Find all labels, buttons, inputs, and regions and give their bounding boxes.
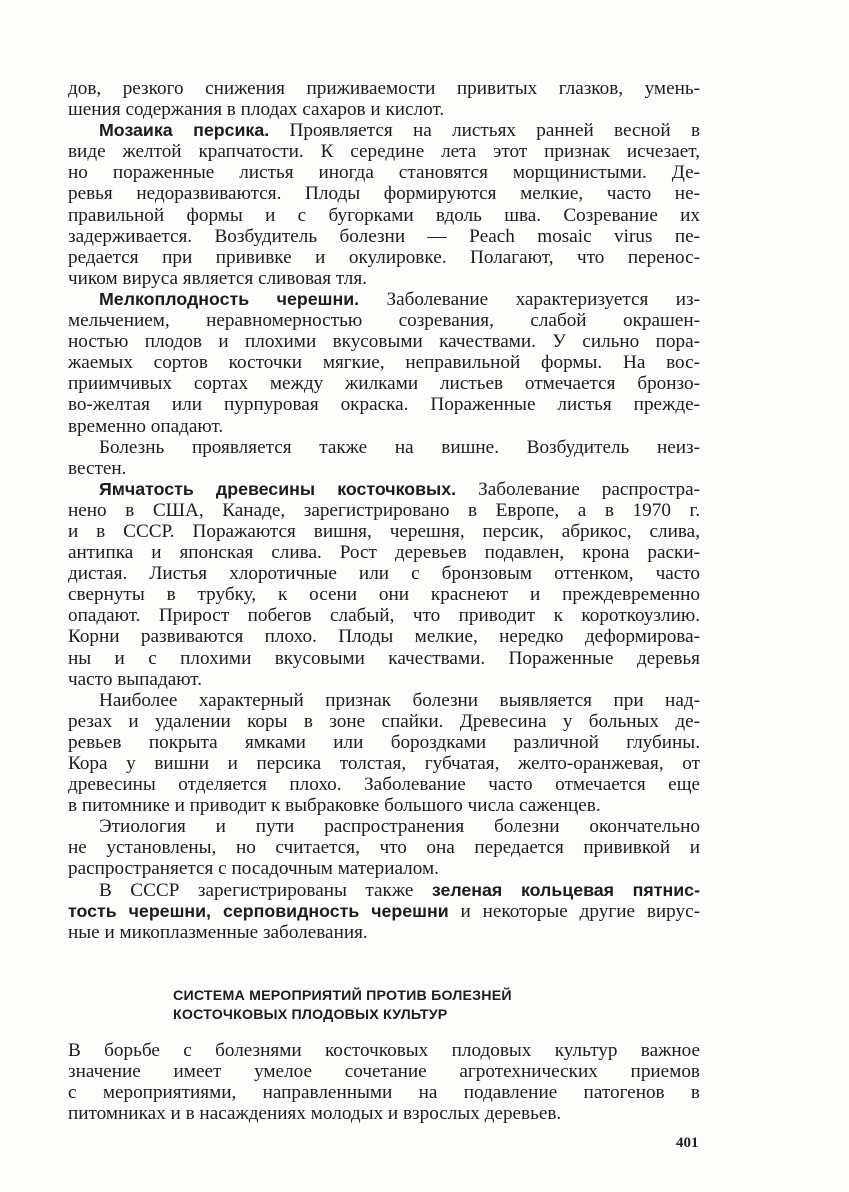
text-line: во-желтая или пурпуровая окраска. Пораженные листья прежде-	[68, 394, 700, 416]
text-line: В борьбе с болезнями косточковых плодовых культур важное	[68, 1040, 700, 1061]
text-line: В СССР зарегистрированы также зеленая кольцевая пятнис-	[99, 879, 700, 901]
heading-line-2: КОСТОЧКОВЫХ ПЛОДОВЫХ КУЛЬТУР	[173, 1007, 448, 1023]
page-number: 401	[676, 1135, 699, 1151]
text-line: дов, резкого снижения приживаемости привитых глазков, умень-	[68, 78, 700, 99]
text-line: временно опадают.	[68, 415, 224, 437]
text-line: вестен.	[68, 457, 127, 479]
section-heading	[173, 987, 512, 1025]
text-line: резах и удалении коры в зоне спайки. Древесина у больных де-	[68, 710, 700, 732]
text-line: Мозаика персика. Проявляется на листьях ранней весной в	[99, 120, 700, 142]
text-line: жаемых сортов косточки мягкие, неправильной формы. На вос-	[68, 352, 700, 374]
text-line: древесины отделяется плохо. Заболевание часто отмечается еще	[68, 774, 700, 796]
main-text	[68, 78, 700, 943]
text-line: свернуты в трубку, к осени они краснеют и преждевременно	[68, 584, 700, 606]
text-line: правильной формы и с бугорками вдоль шва. Созревание их	[68, 204, 700, 226]
text-line: мельчением, неравномерностью созревания, слабой окрашен-	[68, 310, 700, 332]
text-line: Болезнь проявляется также на вишне. Возбудитель неиз-	[99, 436, 700, 458]
term-green-ring-mottle: зеленая кольцевая пятнис-	[431, 879, 700, 900]
text-line: тость черешни, серповидность черешни и некоторые другие вирус-	[68, 900, 700, 922]
text-line: Наиболее характерный признак болезни выявляется при над-	[99, 689, 700, 711]
heading-line-1: СИСТЕМА МЕРОПРИЯТИЙ ПРОТИВ БОЛЕЗНЕЙ	[173, 988, 512, 1004]
text-line: ревья недоразвиваются. Плоды формируются мелкие, часто не-	[68, 183, 700, 205]
text-line: Этиология и пути распространения болезни окончательно	[99, 816, 700, 838]
text-line: опадают. Прирост побегов слабый, что приводит к короткоузлию.	[68, 605, 700, 627]
text-line: приимчивых сортах между жилками листьев отмечается бронзо-	[68, 373, 700, 395]
text-line: не установлены, но считается, что она передается прививкой и	[68, 837, 700, 859]
text-line: антипка и японская слива. Рост деревьев подавлен, крона раски-	[68, 542, 700, 564]
text-line: но пораженные листья иногда становятся морщинистыми. Де-	[68, 162, 700, 184]
text-line: Корни развиваются плохо. Плоды мелкие, нередко деформирова-	[68, 626, 700, 648]
text-line: часто выпадают.	[68, 668, 203, 690]
text-line: с мероприятиями, направленными на подавление патогенов в	[68, 1082, 700, 1104]
text-line: дистая. Листья хлоротичные или с бронзовым оттенком, часто	[68, 563, 700, 585]
text-line: в питомнике и приводит к выбраковке большого числа саженцев.	[68, 795, 601, 817]
text-line: распространяется с посадочным материалом.	[68, 858, 439, 880]
section-text	[68, 1040, 700, 1124]
text-line: ны и с плохими вкусовыми качествами. Пораженные деревья	[68, 647, 700, 669]
text-line: нено в США, Канаде, зарегистрировано в Европе, а в 1970 г.	[68, 499, 700, 521]
term-cherry-small-fruit: Мелкоплодность черешни.	[99, 288, 360, 309]
text-line: значение имеет умелое сочетание агротехнических приемов	[68, 1061, 700, 1083]
term-peach-mosaic: Мозаика персика.	[99, 120, 270, 141]
text-line: редается при прививке и окулировке. Полагают, что перенос-	[68, 246, 700, 268]
text-line: питомниках и в насаждениях молодых и взрослых деревьев.	[68, 1103, 562, 1125]
term-cherry-terms: тость черешни, серповидность черешни	[68, 900, 449, 921]
text-line: чиком вируса является сливовая тля.	[68, 267, 367, 289]
text-line: Ямчатость древесины косточковых. Заболевание распростра-	[99, 478, 700, 500]
text-line: задерживается. Возбудитель болезни — Peach mosaic virus пе-	[68, 225, 700, 247]
text-line: ностью плодов и плохими вкусовыми качествами. У сильно пора-	[68, 331, 700, 353]
term-stem-pitting: Ямчатость древесины косточковых.	[99, 478, 457, 499]
text-line: и в СССР. Поражаются вишня, черешня, персик, абрикос, слива,	[68, 520, 700, 542]
text-line: ные и микоплазменные заболевания.	[68, 921, 368, 943]
text-line: Кора у вишни и персика толстая, губчатая, желто-оранжевая, от	[68, 753, 700, 774]
text-line: ревьев покрыта ямками или бороздками различной глубины.	[68, 731, 700, 753]
text-line: шения содержания в плодах сахаров и кислот.	[68, 99, 445, 121]
text-line: Мелкоплодность черешни. Заболевание характеризуется из-	[99, 288, 701, 310]
text-line: виде желтой крапчатости. К середине лета этот признак исчезает,	[68, 141, 700, 163]
